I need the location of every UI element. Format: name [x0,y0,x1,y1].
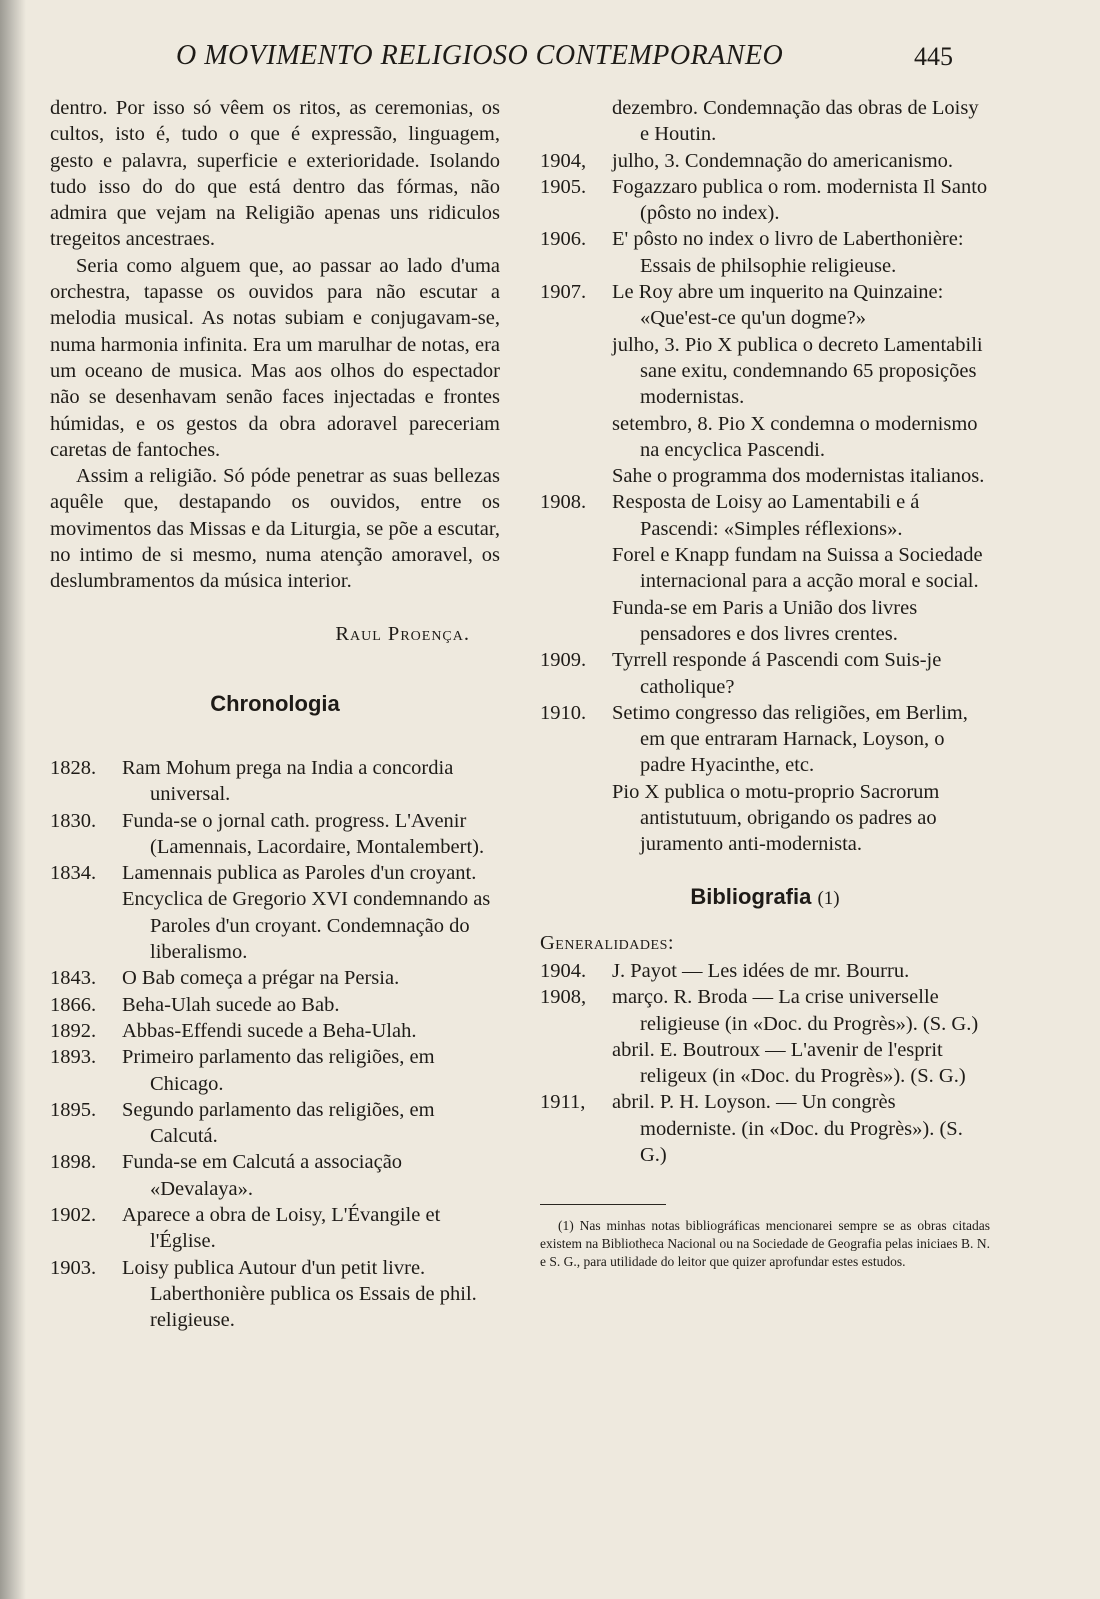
entry-text: julho, 3. Condemnação do americanismo. [612,149,954,172]
bibliography-entry [540,1089,990,1168]
essay-text [50,95,500,595]
chronology-entry [50,1044,500,1097]
entry-year: 1907. [540,281,587,304]
entry-text: E' pôsto no index o livro de Laberthonière: Essais de philsophie religieuse. [612,228,964,277]
chronology-entry [50,755,500,808]
chronology-entry [540,700,990,779]
chronology-continuation: Pio X publica o motu-proprio Sacrorum antistutuum, obrigando os padres ao juramento anti-modernista. [612,780,940,856]
entry-year: 1904. [540,959,587,982]
chronology-entry [50,808,500,861]
entry-text: Aparece a obra de Loisy, L'Évangile et l'Église. [122,1203,441,1253]
entry-year: 1906. [540,228,587,251]
chronology-entry [540,174,990,227]
entry-text: Funda-se em Calcutá a associação «Devalaya». [122,1151,403,1200]
footnote-rule [540,1204,666,1205]
entry-year: 1892. [50,1019,97,1042]
entry-year: 1908, [540,986,587,1009]
chronology-continuation: Funda-se em Paris a União dos livres pensadores e dos livres crentes. [612,596,918,645]
paragraph: dentro. Por isso só vêem os ritos, as ceremonias, os cultos, isto é, tudo o que é expressão, linguagem, gesto e palavra, superficie e exterioridade. Isolando tudo isso do do que está dentro das fórmas, não admira que vejam na Religião apenas uns ridiculos tregeitos ancestraes. [50,97,500,251]
footnote-text: (1) Nas minhas notas bibliográficas mencionarei sempre se as obras citadas existem na Bibliotheca Nacional ou na Sociedade de Geografia pelas iniciaes B. N. e S. G., para utilidade do leitor que quizer aprofundar estes estudos. [540,1218,990,1270]
entry-year: 1909. [540,649,587,672]
page-number: 445 [914,42,953,71]
page-header [0,40,1100,80]
chronology-entry [50,860,500,886]
entry-year: 1903. [50,1256,97,1279]
chronology-entry [540,489,990,542]
chronology-continuation: setembro, 8. Pio X condemna o modernismo na encyclica Pascendi. [612,412,978,461]
entry-year: 1895. [50,1098,97,1121]
bibliography-entry [540,984,990,1037]
entry-year: 1898. [50,1151,97,1174]
chronology-title: Chronologia [210,690,340,716]
entry-text: Setimo congresso das religiões, em Berlim, em que entraram Harnack, Loyson, o padre Hyacinthe, etc. [612,701,968,777]
chronology-entry [50,965,500,991]
entry-year: 1866. [50,993,97,1016]
chronology-entry [50,992,500,1018]
chronology-entry [50,1097,500,1150]
entry-text: Le Roy abre um inquerito na Quinzaine: «Que'est-ce qu'un dogme?» [612,281,944,330]
chronology-continuation: dezembro. Condemnação das obras de Loisy e Houtin. [612,97,979,146]
entry-year: 1902. [50,1203,97,1226]
bibliography-title-text: Bibliografia [690,883,812,909]
entry-text: Loisy publica Autour d'un petit livre. Laberthonière publica os Essais de phil. religieuse. [122,1256,477,1332]
bibliography-title [540,882,990,914]
entry-text: Resposta de Loisy ao Lamentabili e á Pascendi: «Simples réflexions». [612,491,920,540]
entry-text: Fogazzaro publica o rom. modernista Il Santo (pôsto no index). [612,175,988,225]
entry-text: Abbas-Effendi sucede a Beha-Ulah. [122,1019,417,1042]
bibliography-list [540,958,990,1168]
entry-text: Segundo parlamento das religiões, em Calcutá. [122,1098,435,1148]
left-column [50,95,500,1333]
chronology-entry [50,1255,500,1334]
entry-text: abril. P. H. Loyson. — Un congrès moderniste. (in «Doc. du Progrès»). (S. G.) [612,1091,963,1166]
entry-text: O Bab começa a prégar na Persia. [122,967,400,990]
footnote-reference: (1) [817,887,840,909]
running-title: O MOVIMENTO RELIGIOSO CONTEMPORANEO [176,40,784,71]
bibliography-continuation: abril. E. Boutroux — L'avenir de l'esprit religeux (in «Doc. du Progrès»). (S. G.) [612,1038,966,1088]
entry-year: 1843. [50,967,97,990]
entry-year: 1834. [50,862,97,885]
chronology-continuation: Forel e Knapp fundam na Suissa a Sociedade internacional para a acção moral e social. [612,544,983,593]
paragraph: Assim a religião. Só póde penetrar as suas bellezas aquêle que, destapando os ouvidos, entre os movimentos das Missas e da Liturgia, se põe a escutar, no intimo de si mesmo, numa atenção amoravel, os deslumbramentos da música interior. [50,465,500,593]
entry-year: 1908. [540,491,587,514]
chronology-list [50,755,500,1334]
chronology-entry [50,1018,500,1044]
chronology-continuation: julho, 3. Pio X publica o decreto Lamentabili sane exitu, condemnando 65 proposições modernistas. [612,333,983,409]
right-column [540,95,990,1271]
chronology-entry [50,1149,500,1202]
entry-year: 1904, [540,149,587,172]
footnote [540,1217,990,1271]
entry-year: 1893. [50,1046,97,1069]
chronology-entry [540,148,990,174]
entry-text: Funda-se o jornal cath. progress. L'Avenir (Lamennais, Lacordaire, Montalembert). [122,809,485,858]
entry-year: 1828. [50,756,97,779]
author-signature: Raul Proença. [335,622,470,645]
entry-year: 1905. [540,175,587,198]
chronology-entry [540,647,990,700]
paragraph: Seria como alguem que, ao passar ao lado d'uma orchestra, tapasse os ouvidos para não escutar a melodia musical. As notas subiam e conjugavam-se, numa harmonia infinita. Era um marulhar de notas, era um oceano de musica. Mas aos olhos do espectador não se desenhavam senão faces injectadas e frontes húmidas, e os gestos da obra adoravel pareceriam caretas de fantoches. [50,254,500,461]
entry-text: Lamennais publica as Paroles d'un croyant. [122,862,477,885]
entry-text: Ram Mohum prega na India a concordia universal. [122,756,454,806]
binding-shadow [0,0,26,1599]
entry-text: Tyrrell responde á Pascendi com Suis-je catholique? [612,649,942,698]
entry-text: Beha-Ulah sucede ao Bab. [122,993,340,1016]
chronology-entry [50,1202,500,1255]
bibliography-subheading: Generalidades: [540,931,675,954]
chronology-continuation: Encyclica de Gregorio XVI condemnando as Paroles d'un croyant. Condemnação do liberalismo. [122,888,491,964]
chronology-continuation: Sahe o programma dos modernistas italianos. [612,465,985,488]
entry-year: 1910. [540,701,587,724]
chronology-list-continued [540,95,990,858]
chronology-entry [540,279,990,332]
entry-year: 1911, [540,1091,586,1114]
bibliography-entry [540,958,990,984]
entry-text: J. Payot — Les idées de mr. Bourru. [612,959,910,982]
entry-text: Primeiro parlamento das religiões, em Chicago. [122,1046,435,1095]
entry-year: 1830. [50,809,97,832]
chronology-entry [540,226,990,279]
entry-text: março. R. Broda — La crise universelle religieuse (in «Doc. du Progrès»). (S. G.) [612,986,979,1035]
